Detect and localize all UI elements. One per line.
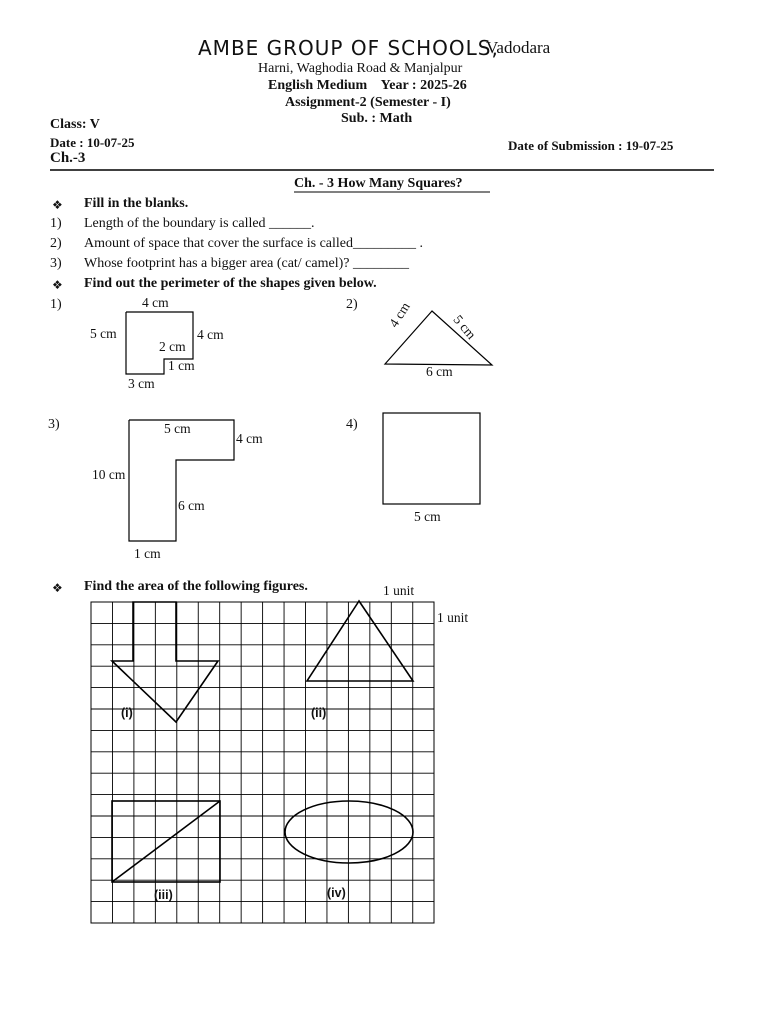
unit-right-label: 1 unit bbox=[437, 610, 469, 625]
blank-num-3: 3) bbox=[50, 256, 62, 271]
area-figure-arrow bbox=[112, 602, 218, 722]
shape2-left: 4 cm bbox=[386, 299, 413, 330]
shape1-left: 5 cm bbox=[90, 326, 117, 341]
assignment-title: Assignment-2 (Semester - I) bbox=[285, 95, 451, 110]
perimeter-shape-4 bbox=[383, 413, 480, 504]
grid-lines bbox=[91, 602, 434, 923]
shape1-bottom: 3 cm bbox=[128, 376, 155, 391]
chapter-title: Ch. - 3 How Many Squares? bbox=[294, 176, 463, 191]
class-label: Class: V bbox=[50, 117, 100, 132]
figure-label-i: (i) bbox=[121, 706, 133, 720]
shape4-num: 4) bbox=[346, 417, 358, 432]
blank-num-1: 1) bbox=[50, 216, 62, 231]
shape3-left: 10 cm bbox=[92, 467, 126, 482]
branches: Harni, Waghodia Road & Manjalpur bbox=[258, 61, 463, 76]
medium-year: English Medium Year : 2025-26 bbox=[268, 78, 467, 93]
shape2-num: 2) bbox=[346, 297, 358, 312]
blank-text-3: Whose footprint has a bigger area (cat/ camel)? ________ bbox=[84, 256, 409, 271]
area-figure-diagonal bbox=[112, 801, 220, 882]
area-figure-ellipse bbox=[285, 801, 413, 863]
bullet-icon: ❖ bbox=[52, 278, 63, 292]
figure-label-ii: (ii) bbox=[311, 706, 327, 720]
school-city: Vadodara bbox=[486, 38, 551, 57]
shape4-bottom: 5 cm bbox=[414, 509, 441, 524]
shape3-num: 3) bbox=[48, 417, 60, 432]
shape3-bottom: 1 cm bbox=[134, 546, 161, 561]
shape1-num: 1) bbox=[50, 297, 62, 312]
area-heading: Find the area of the following figures. bbox=[84, 579, 308, 594]
blank-text-1: Length of the boundary is called ______. bbox=[84, 216, 315, 231]
shape1-right: 4 cm bbox=[197, 327, 224, 342]
area-figure-triangle bbox=[307, 601, 413, 681]
shape3-top: 5 cm bbox=[164, 421, 191, 436]
blank-num-2: 2) bbox=[50, 236, 62, 251]
blanks-heading: Fill in the blanks. bbox=[84, 196, 189, 211]
perimeter-shape-3 bbox=[129, 420, 234, 541]
blank-text-2: Amount of space that cover the surface is called_________ . bbox=[84, 236, 424, 251]
shape1-step: 1 cm bbox=[168, 358, 195, 373]
shape1-inner: 2 cm bbox=[159, 339, 186, 354]
shape3-right: 4 cm bbox=[236, 431, 263, 446]
chapter-short: Ch.-3 bbox=[50, 150, 86, 166]
figure-label-iii: (iii) bbox=[154, 888, 173, 902]
shape2-right: 5 cm bbox=[450, 312, 480, 343]
school-name: AMBE GROUP OF SCHOOLS, bbox=[198, 36, 499, 60]
figure-label-iv: (iv) bbox=[327, 886, 346, 900]
unit-top-label: 1 unit bbox=[383, 583, 415, 598]
perimeter-heading: Find out the perimeter of the shapes given below. bbox=[84, 276, 377, 291]
bullet-icon: ❖ bbox=[52, 581, 63, 595]
date-label: Date : 10-07-25 bbox=[50, 135, 135, 150]
shape1-top: 4 cm bbox=[142, 295, 169, 310]
shape3-inner: 6 cm bbox=[178, 498, 205, 513]
bullet-icon: ❖ bbox=[52, 198, 63, 212]
submission-date: Date of Submission : 19-07-25 bbox=[508, 138, 674, 153]
shape2-bottom: 6 cm bbox=[426, 364, 453, 379]
subject: Sub. : Math bbox=[341, 111, 413, 126]
